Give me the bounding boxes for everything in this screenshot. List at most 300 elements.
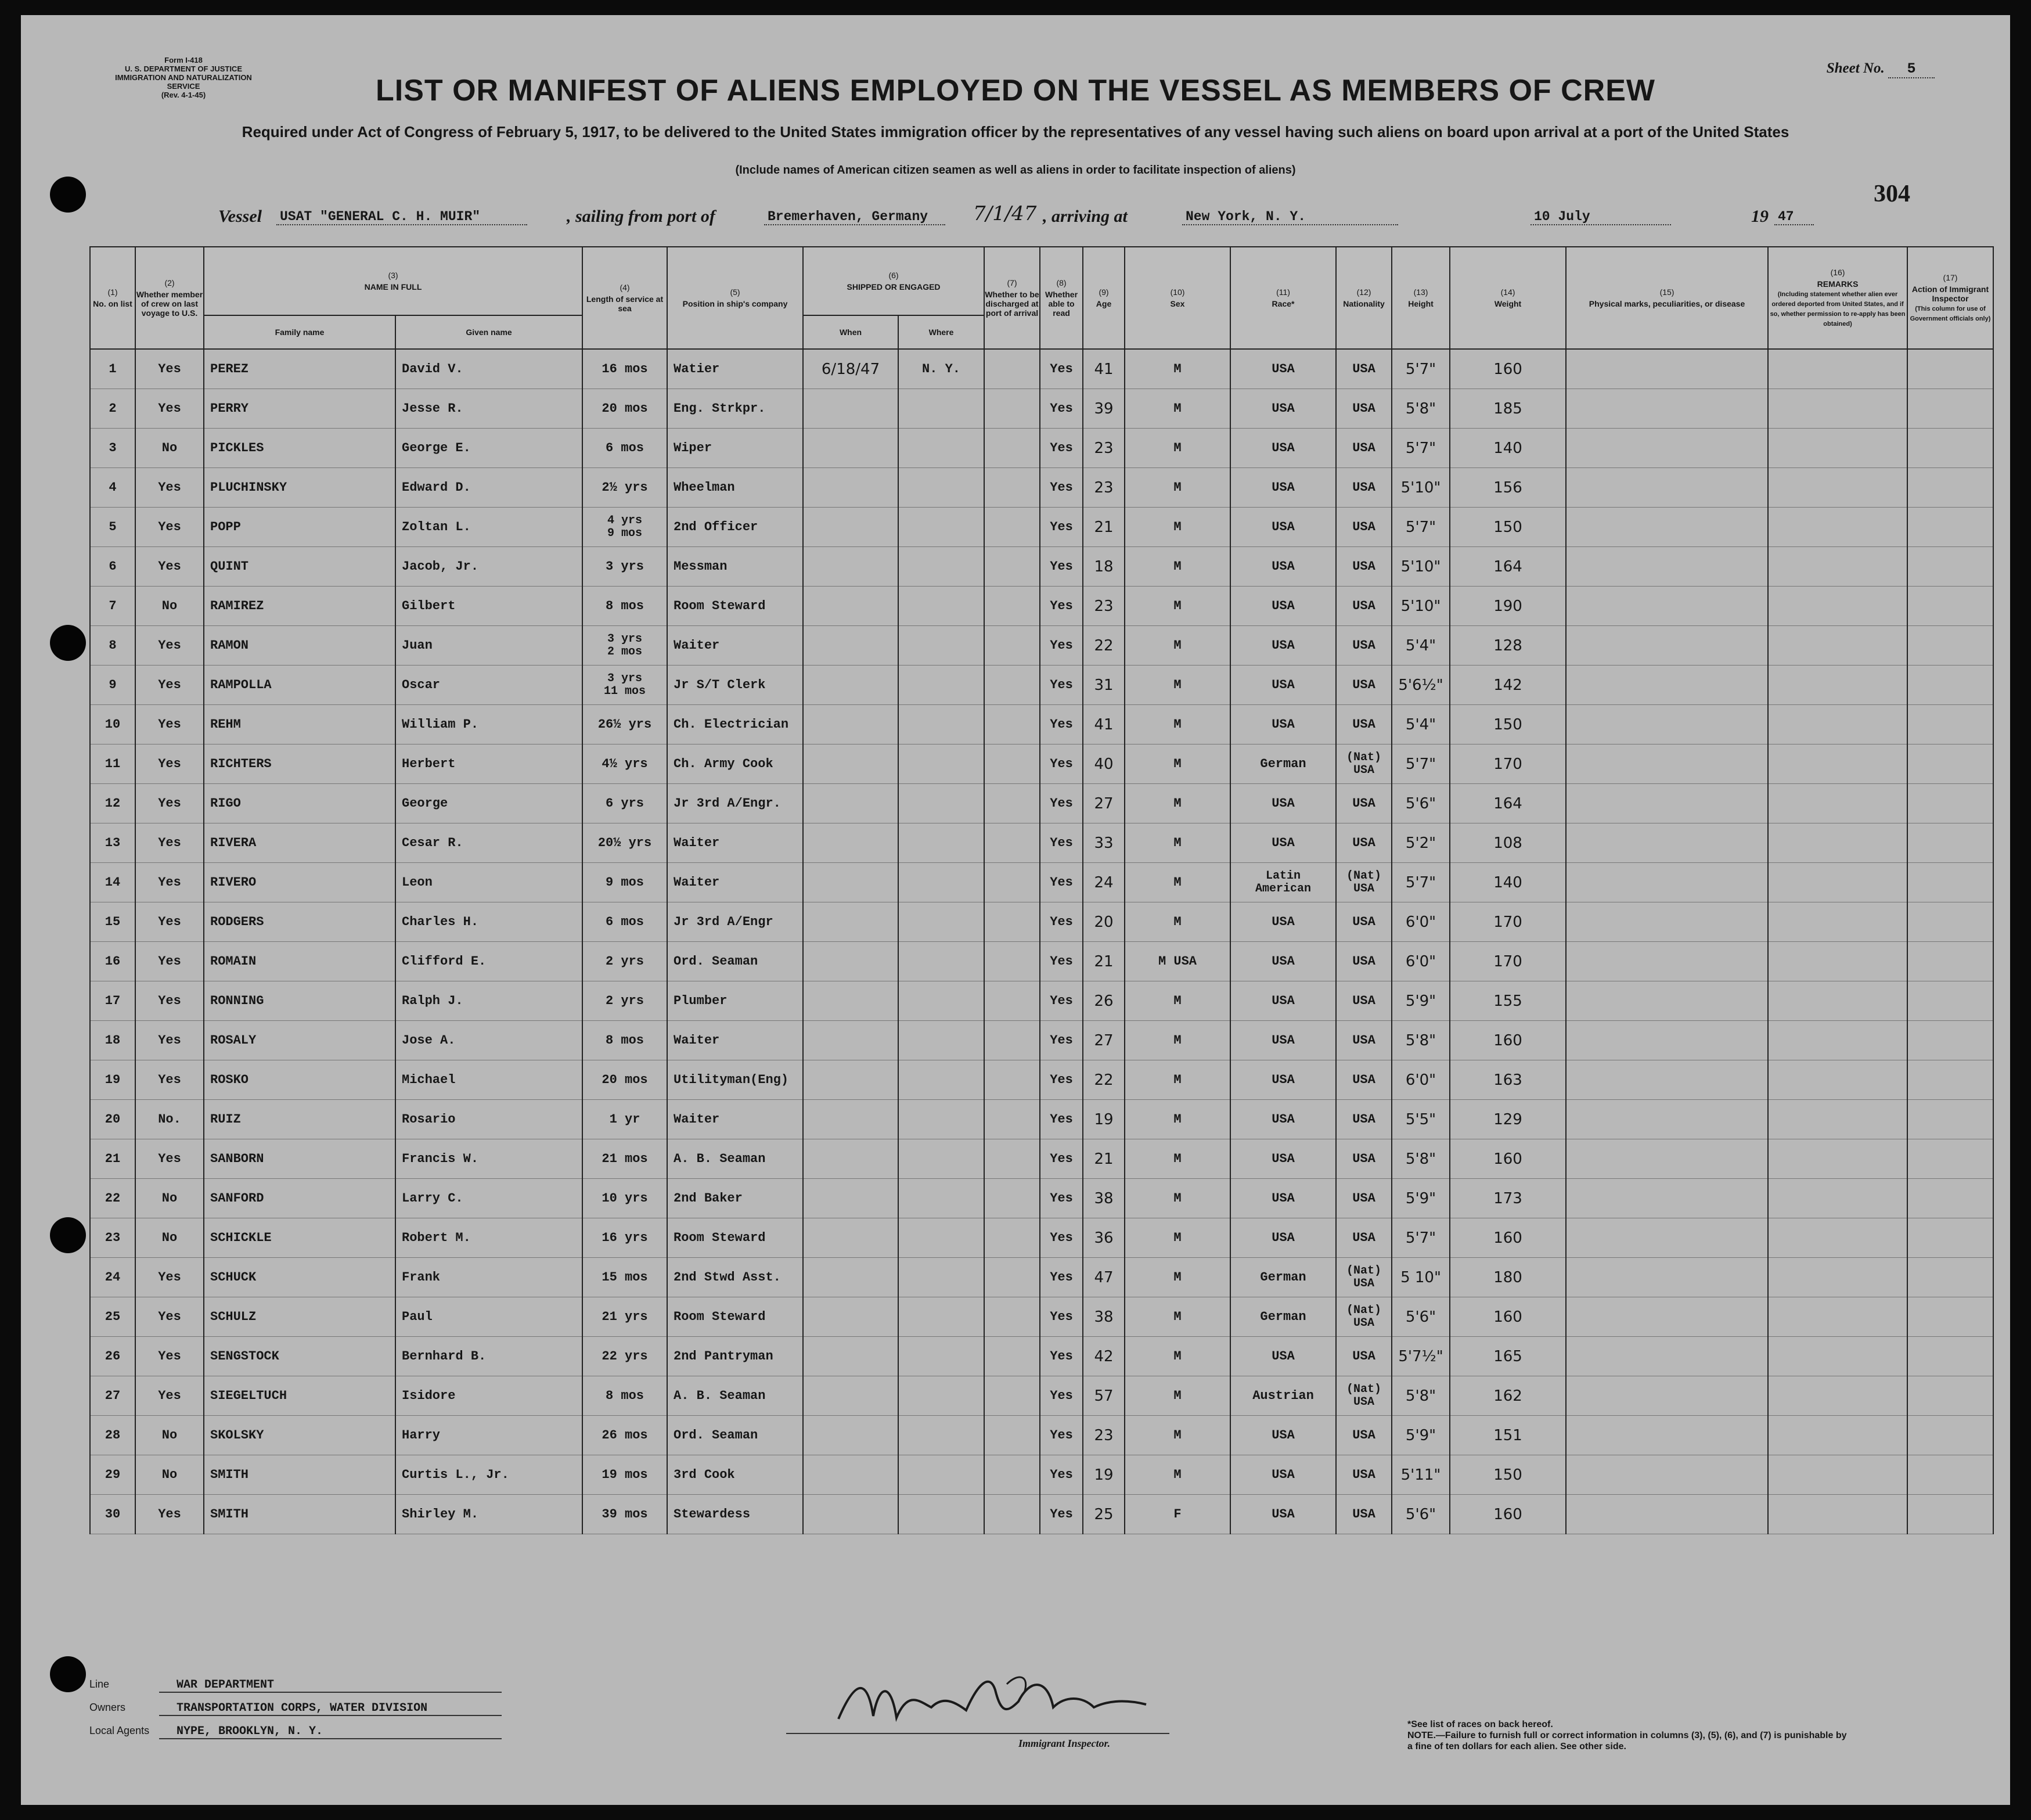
cell-remarks: [1768, 1416, 1907, 1455]
cell-family: RIVERA: [204, 823, 395, 863]
cell-height: 5'10": [1392, 468, 1450, 508]
cell-action: [1907, 981, 1993, 1021]
col-given-header: Given name: [395, 315, 582, 349]
cell-physical: [1566, 1179, 1768, 1218]
cell-remarks: [1768, 587, 1907, 626]
cell-crew: Yes: [135, 744, 204, 784]
cell-read: Yes: [1040, 1416, 1083, 1455]
cell-nationality: USA: [1336, 1021, 1392, 1060]
cell-remarks: [1768, 1495, 1907, 1534]
cell-action: [1907, 902, 1993, 942]
cell-discharged: [984, 1179, 1040, 1218]
col-race-header: (11) Race*: [1230, 247, 1336, 349]
cell-crew: Yes: [135, 705, 204, 744]
cell-family: PEREZ: [204, 349, 395, 389]
cell-crew: Yes: [135, 626, 204, 666]
table-row: [90, 981, 1993, 1021]
cell-height: 6'0": [1392, 942, 1450, 981]
cell-service: 4½ yrs: [582, 744, 667, 784]
cell-given: Shirley M.: [395, 1495, 582, 1534]
cell-nationality: USA: [1336, 626, 1392, 666]
manifest-sheet: [21, 15, 2010, 1805]
cell-action: [1907, 1218, 1993, 1258]
cell-remarks: [1768, 1297, 1907, 1337]
cell-no: 17: [90, 981, 135, 1021]
cell-read: Yes: [1040, 1337, 1083, 1376]
arrival-port: New York, N. Y.: [1182, 209, 1398, 225]
cell-no: 23: [90, 1218, 135, 1258]
sailing-port: Bremerhaven, Germany: [764, 209, 945, 225]
cell-where: N. Y.: [898, 349, 984, 389]
table-row: [90, 942, 1993, 981]
cell-weight: 150: [1450, 705, 1566, 744]
cell-nationality: USA: [1336, 587, 1392, 626]
cell-position: Waiter: [667, 626, 803, 666]
cell-action: [1907, 823, 1993, 863]
arrival-year: 47: [1774, 209, 1814, 225]
cell-action: [1907, 468, 1993, 508]
cell-physical: [1566, 1297, 1768, 1337]
cell-given: Herbert: [395, 744, 582, 784]
cell-height: 5'4": [1392, 626, 1450, 666]
cell-action: [1907, 863, 1993, 902]
crew-table-body: [90, 349, 1993, 1534]
cell-nationality: USA: [1336, 823, 1392, 863]
cell-sex: M: [1125, 1455, 1230, 1495]
cell-crew: Yes: [135, 1139, 204, 1179]
cell-nationality: USA: [1336, 1455, 1392, 1495]
cell-race: Latin American: [1230, 863, 1336, 902]
cell-position: 2nd Officer: [667, 508, 803, 547]
cell-when: [803, 547, 898, 587]
cell-physical: [1566, 666, 1768, 705]
cell-when: [803, 1139, 898, 1179]
cell-physical: [1566, 389, 1768, 429]
cell-physical: [1566, 1416, 1768, 1455]
col-family-header: Family name: [204, 315, 395, 349]
cell-when: [803, 1179, 898, 1218]
cell-when: [803, 705, 898, 744]
cell-when: [803, 1100, 898, 1139]
cell-family: RAMPOLLA: [204, 666, 395, 705]
cell-nationality: USA: [1336, 508, 1392, 547]
cell-race: USA: [1230, 508, 1336, 547]
cell-discharged: [984, 1100, 1040, 1139]
col-position-header: (5) Position in ship's company: [667, 247, 803, 349]
cell-nationality: USA: [1336, 1416, 1392, 1455]
col-sex-header: (10) Sex: [1125, 247, 1230, 349]
cell-physical: [1566, 1218, 1768, 1258]
cell-weight: 140: [1450, 429, 1566, 468]
cell-where: [898, 981, 984, 1021]
cell-physical: [1566, 1258, 1768, 1297]
cell-family: SMITH: [204, 1455, 395, 1495]
cell-nationality: USA: [1336, 981, 1392, 1021]
owners-field: Owners TRANSPORTATION CORPS, WATER DIVISION: [89, 1702, 502, 1716]
cell-given: Jesse R.: [395, 389, 582, 429]
cell-race: German: [1230, 1297, 1336, 1337]
cell-sex: M: [1125, 1100, 1230, 1139]
cell-given: Larry C.: [395, 1179, 582, 1218]
cell-sex: M: [1125, 547, 1230, 587]
cell-where: [898, 587, 984, 626]
cell-when: [803, 468, 898, 508]
cell-height: 5'9": [1392, 1179, 1450, 1218]
cell-weight: 160: [1450, 1139, 1566, 1179]
cell-family: QUINT: [204, 547, 395, 587]
cell-no: 18: [90, 1021, 135, 1060]
cell-nationality: USA: [1336, 942, 1392, 981]
cell-height: 5'6": [1392, 784, 1450, 823]
table-row: [90, 587, 1993, 626]
cell-weight: 164: [1450, 784, 1566, 823]
cell-age: 31: [1083, 666, 1125, 705]
cell-nationality: USA: [1336, 1337, 1392, 1376]
table-row: [90, 1495, 1993, 1534]
cell-no: 27: [90, 1376, 135, 1416]
cell-no: 5: [90, 508, 135, 547]
cell-read: Yes: [1040, 468, 1083, 508]
cell-given: Bernhard B.: [395, 1337, 582, 1376]
table-row: [90, 1337, 1993, 1376]
col-height-header: (13) Height: [1392, 247, 1450, 349]
cell-weight: 160: [1450, 1297, 1566, 1337]
cell-service: 20½ yrs: [582, 823, 667, 863]
cell-weight: 170: [1450, 942, 1566, 981]
cell-where: [898, 468, 984, 508]
crew-table-wrapper: [89, 246, 1994, 1655]
cell-when: [803, 863, 898, 902]
cell-remarks: [1768, 744, 1907, 784]
cell-action: [1907, 626, 1993, 666]
cell-family: PLUCHINSKY: [204, 468, 395, 508]
cell-remarks: [1768, 1021, 1907, 1060]
cell-read: Yes: [1040, 349, 1083, 389]
cell-family: SCHUCK: [204, 1258, 395, 1297]
cell-race: USA: [1230, 389, 1336, 429]
cell-service: 15 mos: [582, 1258, 667, 1297]
punch-hole: [50, 625, 86, 661]
cell-race: USA: [1230, 1021, 1336, 1060]
cell-discharged: [984, 744, 1040, 784]
cell-read: Yes: [1040, 1100, 1083, 1139]
cell-height: 5'9": [1392, 1416, 1450, 1455]
cell-physical: [1566, 1100, 1768, 1139]
cell-when: [803, 981, 898, 1021]
cell-family: RONNING: [204, 981, 395, 1021]
col-when-header: When: [803, 315, 898, 349]
crew-table: [89, 246, 1994, 1534]
cell-action: [1907, 1179, 1993, 1218]
cell-sex: M: [1125, 389, 1230, 429]
cell-age: 19: [1083, 1455, 1125, 1495]
cell-action: [1907, 349, 1993, 389]
cell-service: 20 mos: [582, 1060, 667, 1100]
cell-age: 22: [1083, 1060, 1125, 1100]
cell-age: 40: [1083, 744, 1125, 784]
cell-race: USA: [1230, 1455, 1336, 1495]
cell-remarks: [1768, 902, 1907, 942]
cell-no: 4: [90, 468, 135, 508]
cell-weight: 150: [1450, 508, 1566, 547]
cell-remarks: [1768, 1376, 1907, 1416]
cell-race: USA: [1230, 1218, 1336, 1258]
cell-discharged: [984, 1060, 1040, 1100]
cell-age: 23: [1083, 587, 1125, 626]
cell-given: Gilbert: [395, 587, 582, 626]
col-shipped-header: (6) SHIPPED OR ENGAGED: [803, 247, 984, 315]
cell-given: Frank: [395, 1258, 582, 1297]
cell-family: PERRY: [204, 389, 395, 429]
cell-age: 27: [1083, 784, 1125, 823]
cell-action: [1907, 1495, 1993, 1534]
table-row: [90, 1218, 1993, 1258]
cell-family: POPP: [204, 508, 395, 547]
cell-nationality: USA: [1336, 1218, 1392, 1258]
cell-discharged: [984, 705, 1040, 744]
cell-action: [1907, 666, 1993, 705]
cell-position: Plumber: [667, 981, 803, 1021]
cell-weight: 170: [1450, 902, 1566, 942]
cell-remarks: [1768, 705, 1907, 744]
col-where-header: Where: [898, 315, 984, 349]
cell-weight: 163: [1450, 1060, 1566, 1100]
cell-race: USA: [1230, 981, 1336, 1021]
cell-sex: M: [1125, 1297, 1230, 1337]
cell-no: 16: [90, 942, 135, 981]
cell-family: RAMON: [204, 626, 395, 666]
cell-when: [803, 666, 898, 705]
cell-age: 19: [1083, 1100, 1125, 1139]
cell-height: 5'6½": [1392, 666, 1450, 705]
cell-no: 29: [90, 1455, 135, 1495]
table-row: [90, 626, 1993, 666]
cell-service: 6 mos: [582, 902, 667, 942]
cell-height: 5'9": [1392, 981, 1450, 1021]
cell-nationality: (Nat) USA: [1336, 1376, 1392, 1416]
cell-no: 11: [90, 744, 135, 784]
cell-age: 23: [1083, 1416, 1125, 1455]
arrival-date: 10 July: [1531, 209, 1671, 225]
cell-physical: [1566, 429, 1768, 468]
cell-race: USA: [1230, 705, 1336, 744]
cell-crew: Yes: [135, 468, 204, 508]
table-row: [90, 1139, 1993, 1179]
cell-discharged: [984, 902, 1040, 942]
cell-given: Cesar R.: [395, 823, 582, 863]
cell-position: Watier: [667, 349, 803, 389]
cell-sex: M: [1125, 1139, 1230, 1179]
col-no-header: (1) No. on list: [90, 247, 135, 349]
cell-when: [803, 1297, 898, 1337]
cell-remarks: [1768, 1218, 1907, 1258]
cell-when: [803, 429, 898, 468]
punch-hole: [50, 1656, 86, 1692]
cell-physical: [1566, 1495, 1768, 1534]
cell-service: 2½ yrs: [582, 468, 667, 508]
cell-age: 38: [1083, 1179, 1125, 1218]
sail-date-handwritten: 7/1/47: [973, 202, 1037, 225]
cell-weight: 108: [1450, 823, 1566, 863]
cell-age: 23: [1083, 429, 1125, 468]
cell-position: 2nd Pantryman: [667, 1337, 803, 1376]
line-field: Line WAR DEPARTMENT: [89, 1678, 502, 1693]
cell-discharged: [984, 1416, 1040, 1455]
cell-service: 20 mos: [582, 389, 667, 429]
cell-action: [1907, 942, 1993, 981]
cell-family: RIGO: [204, 784, 395, 823]
cell-where: [898, 1455, 984, 1495]
cell-service: 8 mos: [582, 1021, 667, 1060]
sheet-number: Sheet No. 5: [1827, 60, 1935, 78]
cell-where: [898, 1021, 984, 1060]
cell-weight: 160: [1450, 1495, 1566, 1534]
cell-physical: [1566, 1021, 1768, 1060]
cell-read: Yes: [1040, 1495, 1083, 1534]
cell-physical: [1566, 1376, 1768, 1416]
cell-service: 8 mos: [582, 587, 667, 626]
cell-read: Yes: [1040, 863, 1083, 902]
cell-action: [1907, 1416, 1993, 1455]
cell-crew: No.: [135, 1100, 204, 1139]
cell-position: Waiter: [667, 863, 803, 902]
cell-remarks: [1768, 389, 1907, 429]
cell-where: [898, 429, 984, 468]
cell-remarks: [1768, 1179, 1907, 1218]
cell-discharged: [984, 468, 1040, 508]
cell-read: Yes: [1040, 429, 1083, 468]
cell-remarks: [1768, 823, 1907, 863]
cell-sex: F: [1125, 1495, 1230, 1534]
cell-physical: [1566, 587, 1768, 626]
cell-read: Yes: [1040, 547, 1083, 587]
cell-crew: Yes: [135, 863, 204, 902]
cell-age: 21: [1083, 508, 1125, 547]
cell-read: Yes: [1040, 823, 1083, 863]
cell-when: [803, 1337, 898, 1376]
cell-age: 25: [1083, 1495, 1125, 1534]
cell-sex: M: [1125, 468, 1230, 508]
cell-discharged: [984, 863, 1040, 902]
cell-given: Leon: [395, 863, 582, 902]
table-row: [90, 468, 1993, 508]
cell-family: RICHTERS: [204, 744, 395, 784]
cell-weight: 164: [1450, 547, 1566, 587]
cell-crew: No: [135, 429, 204, 468]
cell-height: 5'7": [1392, 349, 1450, 389]
cell-where: [898, 1416, 984, 1455]
cell-no: 14: [90, 863, 135, 902]
col-action-header: (17) Action of Immigrant Inspector (This column for use of Government officials only): [1907, 247, 1993, 349]
cell-nationality: USA: [1336, 1060, 1392, 1100]
cell-no: 30: [90, 1495, 135, 1534]
cell-remarks: [1768, 547, 1907, 587]
cell-no: 22: [90, 1179, 135, 1218]
cell-sex: M: [1125, 1337, 1230, 1376]
stamp-number: 304: [1874, 181, 1910, 207]
table-row: [90, 1258, 1993, 1297]
cell-physical: [1566, 626, 1768, 666]
cell-given: Paul: [395, 1297, 582, 1337]
cell-where: [898, 508, 984, 547]
cell-where: [898, 1179, 984, 1218]
cell-remarks: [1768, 1139, 1907, 1179]
cell-where: [898, 389, 984, 429]
cell-where: [898, 547, 984, 587]
cell-where: [898, 1495, 984, 1534]
cell-crew: Yes: [135, 1495, 204, 1534]
cell-family: ROSKO: [204, 1060, 395, 1100]
cell-race: USA: [1230, 587, 1336, 626]
cell-family: RUIZ: [204, 1100, 395, 1139]
cell-position: Messman: [667, 547, 803, 587]
cell-service: 26½ yrs: [582, 705, 667, 744]
cell-height: 5'7": [1392, 429, 1450, 468]
cell-when: [803, 587, 898, 626]
cell-action: [1907, 744, 1993, 784]
cell-given: Juan: [395, 626, 582, 666]
cell-position: Ch. Army Cook: [667, 744, 803, 784]
cell-position: Jr 3rd A/Engr: [667, 902, 803, 942]
table-row: [90, 508, 1993, 547]
cell-position: 2nd Baker: [667, 1179, 803, 1218]
col-read-header: (8) Whether able to read: [1040, 247, 1083, 349]
cell-given: Harry: [395, 1416, 582, 1455]
col-remarks-header: (16) REMARKS (Including statement whether alien ever ordered deported from United States, and if so, whether permission to re-apply has been obtained): [1768, 247, 1907, 349]
cell-service: 1 yr: [582, 1100, 667, 1139]
table-row: [90, 1021, 1993, 1060]
cell-crew: Yes: [135, 823, 204, 863]
cell-discharged: [984, 587, 1040, 626]
cell-service: 22 yrs: [582, 1337, 667, 1376]
cell-race: USA: [1230, 1100, 1336, 1139]
cell-nationality: USA: [1336, 1495, 1392, 1534]
cell-no: 3: [90, 429, 135, 468]
cell-action: [1907, 784, 1993, 823]
cell-sex: M: [1125, 863, 1230, 902]
table-row: [90, 429, 1993, 468]
cell-given: Isidore: [395, 1376, 582, 1416]
cell-position: Waiter: [667, 823, 803, 863]
cell-discharged: [984, 666, 1040, 705]
col-name-header: (3) NAME IN FULL: [204, 247, 582, 315]
vessel-name: USAT "GENERAL C. H. MUIR": [276, 209, 527, 225]
col-nationality-header: (12) Nationality: [1336, 247, 1392, 349]
cell-service: 19 mos: [582, 1455, 667, 1495]
cell-height: 5'7": [1392, 508, 1450, 547]
cell-where: [898, 705, 984, 744]
cell-remarks: [1768, 784, 1907, 823]
cell-position: Utilityman(Eng): [667, 1060, 803, 1100]
cell-physical: [1566, 705, 1768, 744]
cell-sex: M: [1125, 823, 1230, 863]
cell-position: A. B. Seaman: [667, 1376, 803, 1416]
cell-crew: No: [135, 1218, 204, 1258]
cell-service: 6 yrs: [582, 784, 667, 823]
cell-discharged: [984, 547, 1040, 587]
cell-sex: M: [1125, 1179, 1230, 1218]
cell-action: [1907, 1297, 1993, 1337]
cell-family: ROMAIN: [204, 942, 395, 981]
cell-sex: M USA: [1125, 942, 1230, 981]
cell-service: 16 mos: [582, 349, 667, 389]
cell-position: Eng. Strkpr.: [667, 389, 803, 429]
cell-sex: M: [1125, 784, 1230, 823]
cell-weight: 140: [1450, 863, 1566, 902]
cell-crew: Yes: [135, 389, 204, 429]
cell-position: Room Steward: [667, 587, 803, 626]
cell-crew: No: [135, 1179, 204, 1218]
